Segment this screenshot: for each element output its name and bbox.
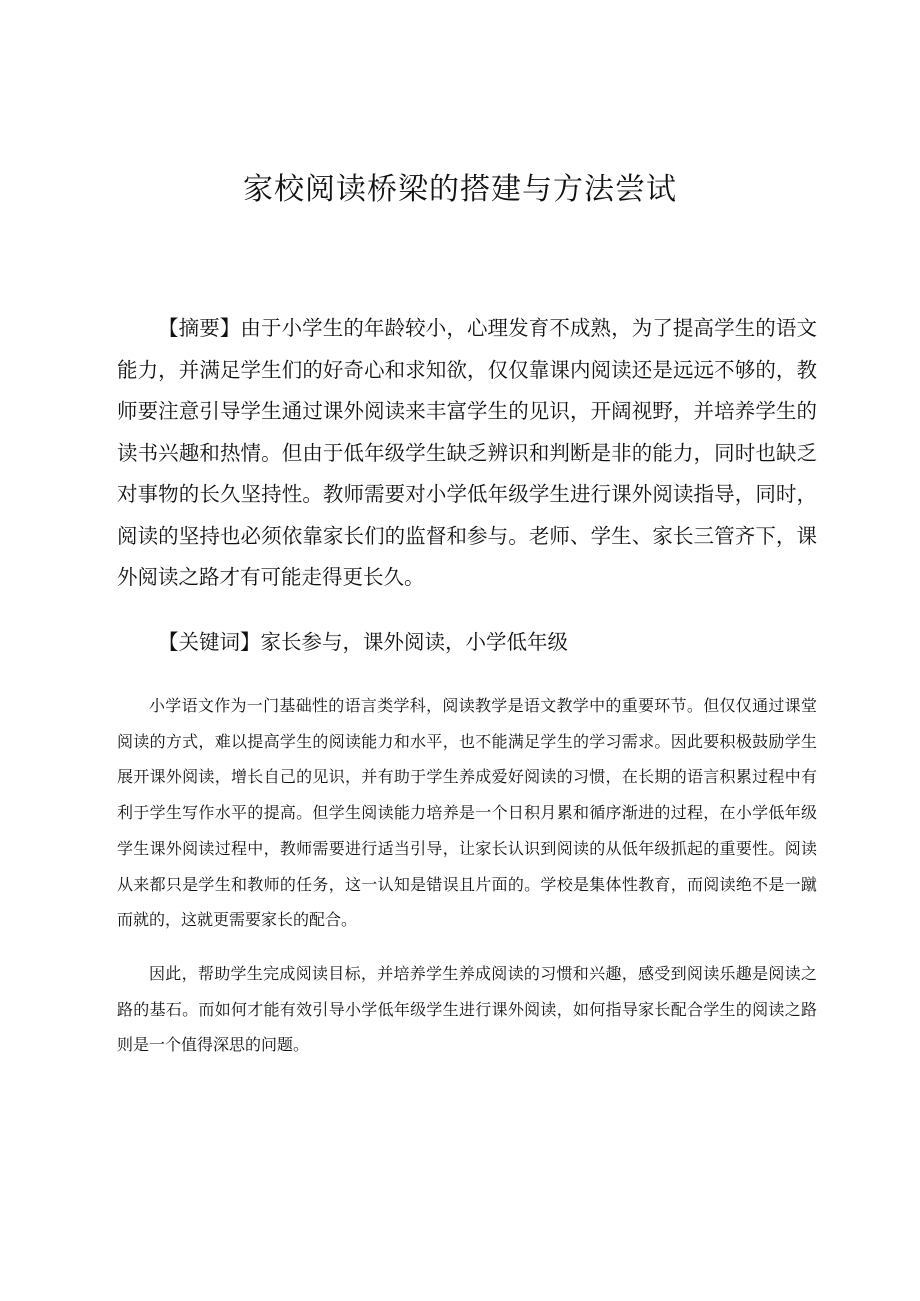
keywords-text: 家长参与，课外阅读，小学低年级 xyxy=(260,630,568,654)
abstract-label: 【摘要】 xyxy=(158,316,241,340)
keywords-paragraph xyxy=(117,622,817,664)
body-paragraph-2: 因此，帮助学生完成阅读目标，并培养学生养成阅读的习惯和兴趣，感受到阅读乐趣是阅读之路的基石。而如何才能有效引导小学低年级学生进行课外阅读，如何指导家长配合学生的阅读之路则是一个值得深思的问题。 xyxy=(117,964,817,1055)
abstract-paragraph xyxy=(117,308,817,599)
document-title: 家校阅读桥梁的搭建与方法尝试 xyxy=(243,172,677,207)
keywords-label: 【关键词】 xyxy=(158,630,261,654)
abstract-text: 由于小学生的年龄较小，心理发育不成熟，为了提高学生的语文能力，并满足学生们的好奇心和求知欲，仅仅靠课内阅读还是远远不够的，教师要注意引导学生通过课外阅读来丰富学生的见识，开阔视野，并培养学生的读书兴趣和热情。但由于低年级学生缺乏辨识和判断是非的能力，同时也缺乏对事物的长久坚持性。教师需要对小学低年级学生进行课外阅读指导，同时，阅读的坚持也必须依靠家长们的监督和参与。老师、学生、家长三管齐下，课外阅读之路才有可能走得更长久。 xyxy=(117,316,818,589)
body-paragraph-1: 小学语文作为一门基础性的语言类学科，阅读教学是语文教学中的重要环节。但仅仅通过课堂阅读的方式，难以提高学生的阅读能力和水平，也不能满足学生的学习需求。因此要积极鼓励学生展开课外阅读，增长自己的见识，并有助于学生养成爱好阅读的习惯，在长期的语言积累过程中有利于学生写作水平的提高。但学生阅读能力培养是一个日积月累和循序渐进的过程，在小学低年级学生课外阅读过程中，教师需要进行适当引导，让家长认识到阅读的从低年级抓起的重要性。阅读从来都只是学生和教师的任务，这一认知是错误且片面的。学校是集体性教育，而阅读绝不是一蹴而就的，这就更需要家长的配合。 xyxy=(117,696,817,930)
